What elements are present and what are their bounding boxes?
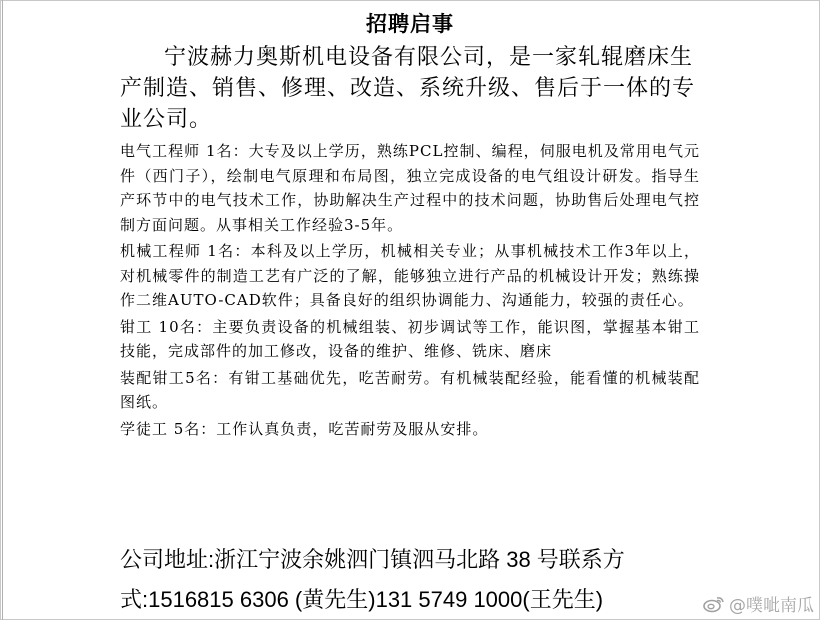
job-apprentice: 学徒工 5名：工作认真负责，吃苦耐劳及服从安排。 bbox=[120, 419, 489, 438]
notice-title: 招聘启事 bbox=[366, 11, 454, 36]
left-margin-rule bbox=[2, 0, 3, 620]
watermark bbox=[703, 591, 814, 616]
weibo-icon bbox=[703, 595, 725, 613]
job-electrical-engineer: 电气工程师 1名：大专及以上学历，熟练PCL控制、编程，伺服电机及常用电气元件（西门子），绘制电气原理和布局图，独立完成设备的电气组设计研发。指导生产环节中的电气技术工作，协助解决生产过程中的技术问题，协助售后处理电气控制方面问题。从事相关工作经验3-5年。 bbox=[120, 142, 700, 234]
job-fitter: 钳工 10名：主要负责设备的机械组装、初步调试等工作，能识图，掌握基本钳工技能，完成部件的加工修改，设备的维护、维修、铣床、磨床 bbox=[120, 317, 700, 360]
job-assembly-fitter: 装配钳工5名：有钳工基础优先，吃苦耐劳。有机械装配经验，能看懂的机械装配图纸。 bbox=[120, 368, 700, 411]
job-mechanical-engineer: 机械工程师 1名：本科及以上学历，机械相关专业；从事机械技术工作3年以上，对机械零件的制造工艺有广泛的了解，能够独立进行产品的机械设计开发；熟练操作二维AUTO-CAD软件；具备良好的组织协调能力、沟通能力，较强的责任心。 bbox=[120, 242, 700, 309]
contact-info bbox=[120, 540, 710, 620]
contact-phone-line: 式:1516815 6306 (黄先生)131 5749 1000(王先生) bbox=[120, 587, 604, 612]
company-intro: 宁波赫力奥斯机电设备有限公司，是一家轧辊磨床生产制造、销售、修理、改造、系统升级、售后于一体的专业公司。 bbox=[120, 45, 696, 132]
contact-address-line: 公司地址:浙江宁波余姚泗门镇泗马北路 38 号联系方 bbox=[120, 547, 625, 572]
watermark-text: @噗呲南瓜 bbox=[729, 596, 814, 616]
recruitment-notice bbox=[120, 6, 700, 441]
